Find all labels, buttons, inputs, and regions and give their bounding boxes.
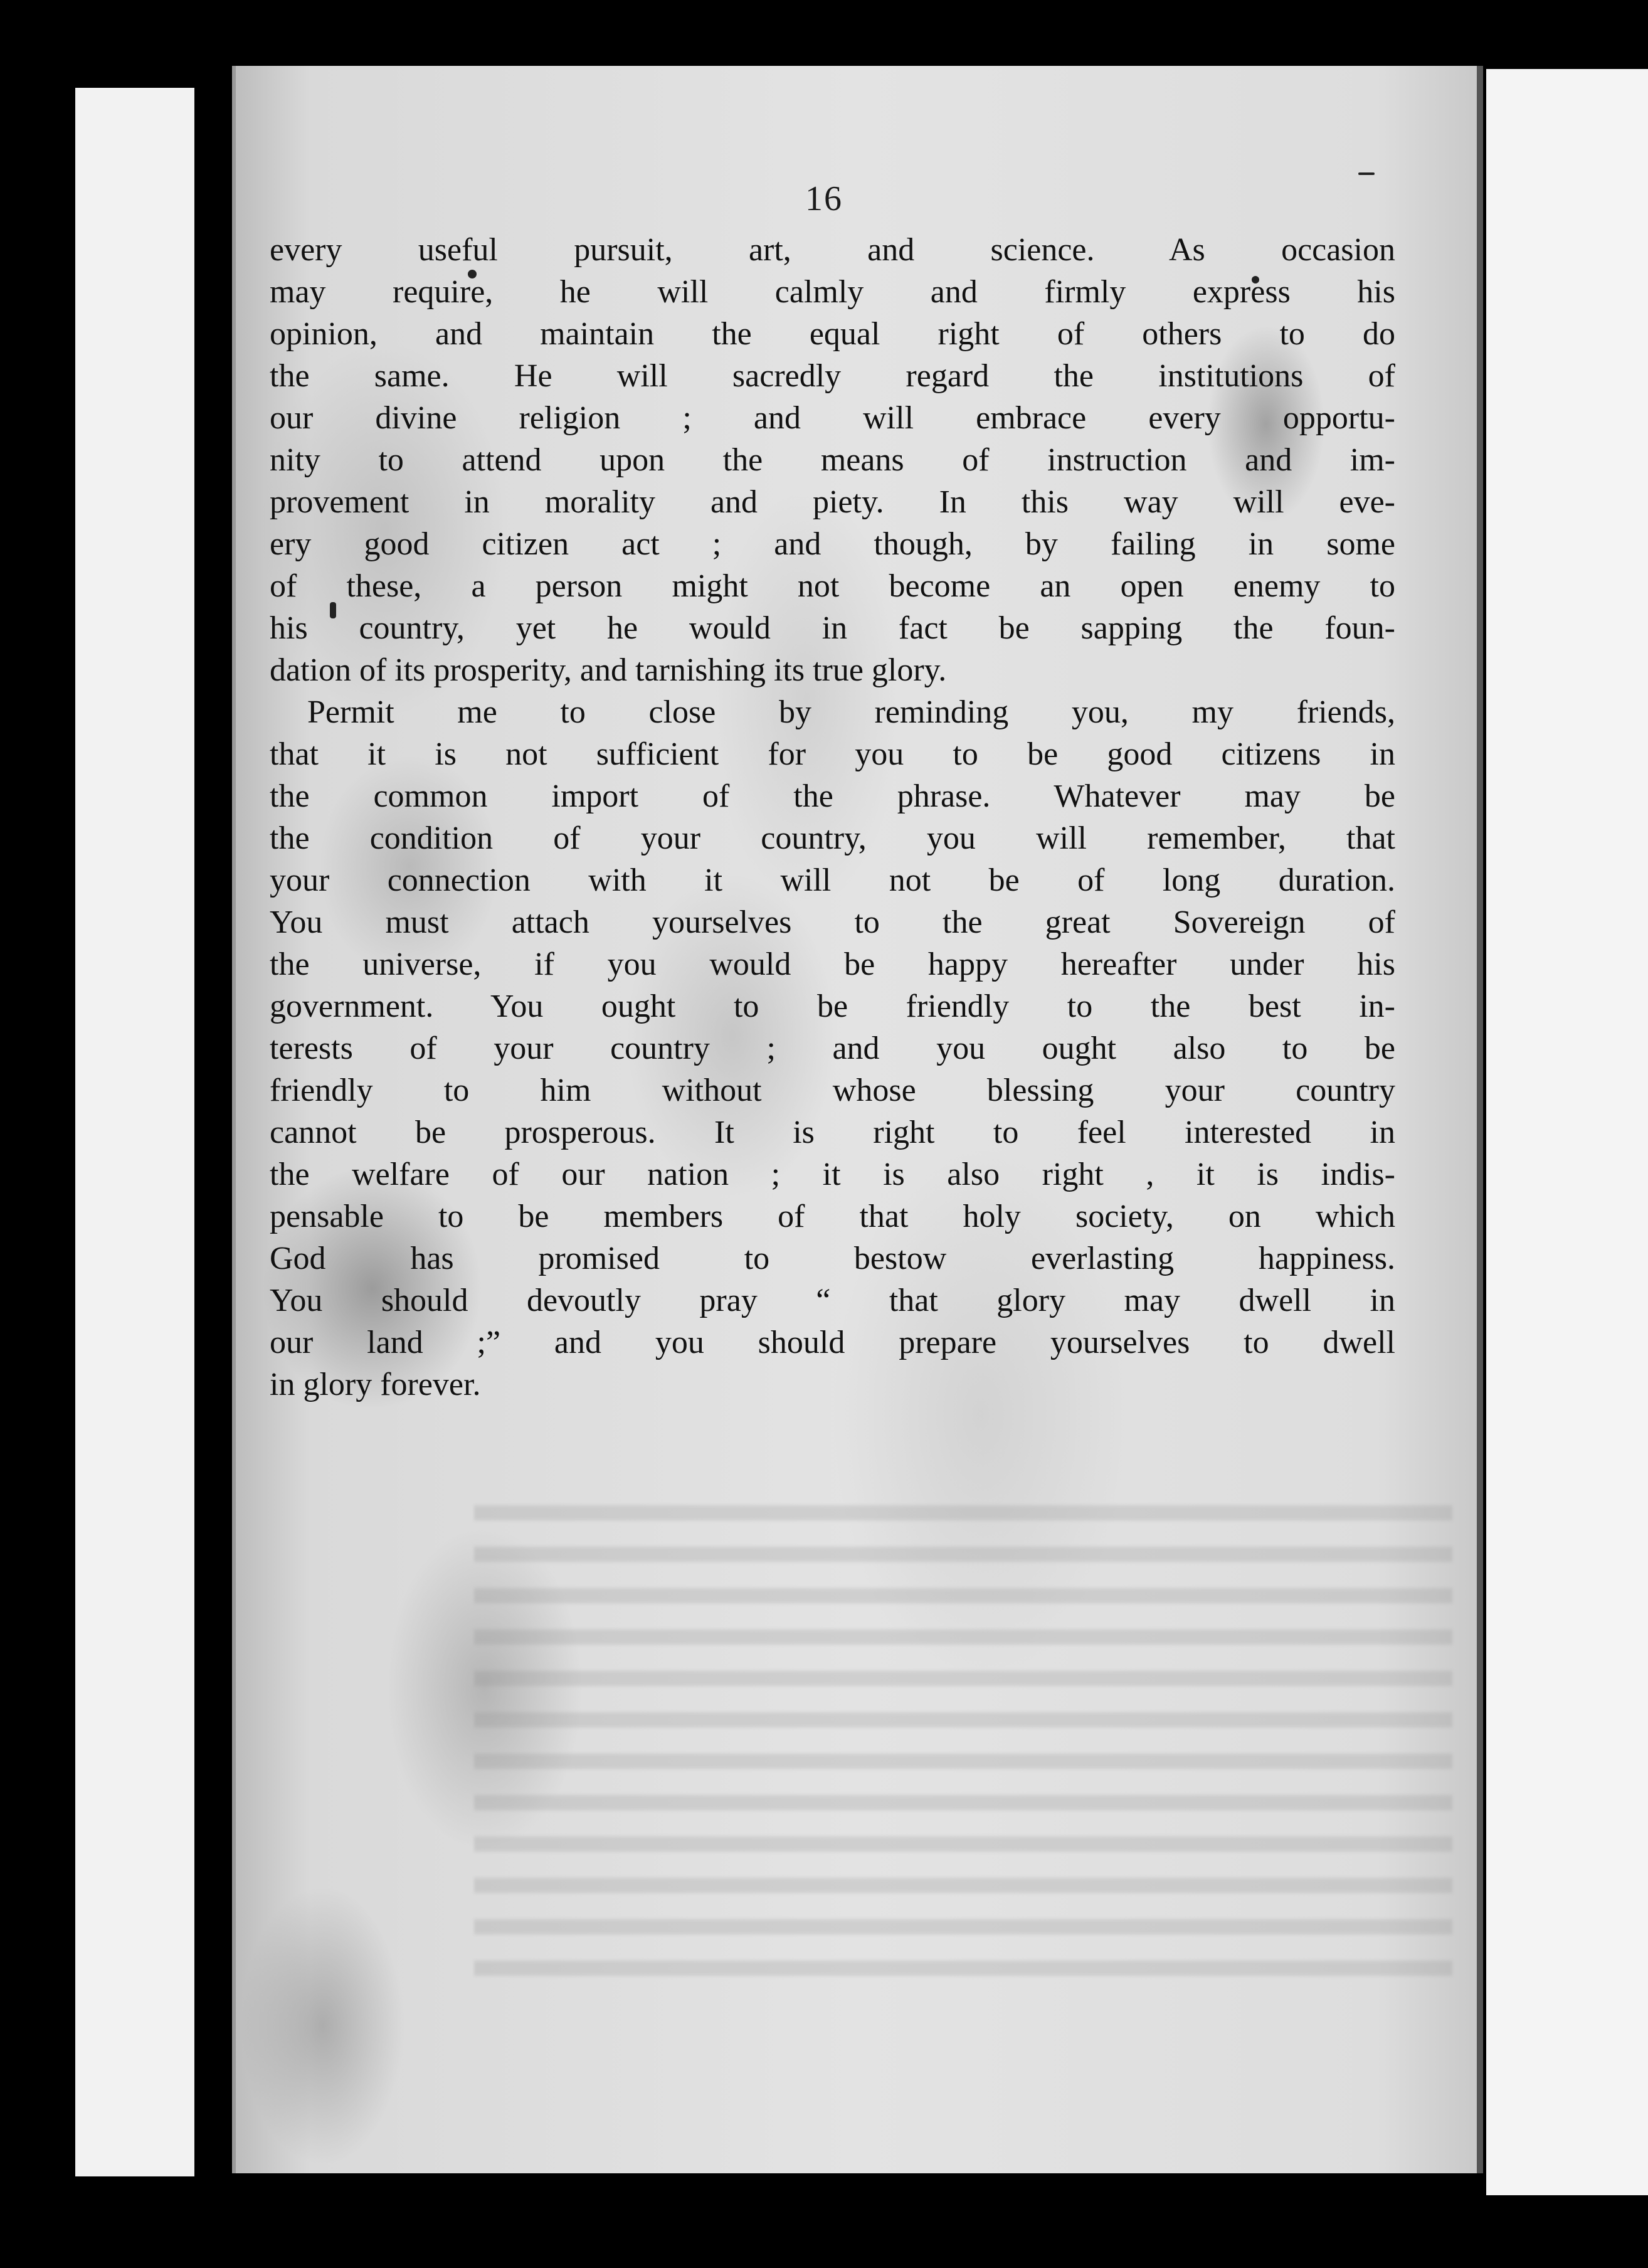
text-line: You should devoutly pray “ that glory may dwell in <box>270 1283 1395 1318</box>
text-line: our land ;” and you should prepare yourselves to dwell <box>270 1325 1395 1360</box>
body-text <box>270 229 1395 1406</box>
ink-speck <box>1358 172 1375 175</box>
text-line: cannot be prosperous. It is right to feel interested in <box>270 1115 1395 1150</box>
text-line: nity to attend upon the means of instruction and im- <box>270 442 1395 478</box>
adjacent-leaf-left <box>75 88 194 2176</box>
text-line: every useful pursuit, art, and science. As occasion <box>270 232 1395 268</box>
text-line: opinion, and maintain the equal right of others to do <box>270 316 1395 352</box>
text-line: the common import of the phrase. Whatever may be <box>270 778 1395 814</box>
text-line: God has promised to bestow everlasting happiness. <box>270 1241 1395 1276</box>
text-line: the same. He will sacredly regard the institutions of <box>270 358 1395 394</box>
text-line: provement in morality and piety. In this way will eve- <box>270 484 1395 520</box>
text-line: pensable to be members of that holy society, on which <box>270 1199 1395 1234</box>
text-line: dation of its prosperity, and tarnishing its true glory. <box>270 652 947 688</box>
text-line: our divine religion ; and will embrace every opportu- <box>270 400 1395 436</box>
adjacent-leaf-right <box>1486 69 1648 2195</box>
text-line: friendly to him without whose blessing your country <box>270 1073 1395 1108</box>
text-line: his country, yet he would in fact be sapping the foun- <box>270 610 1395 646</box>
text-line: Permit me to close by reminding you, my friends, <box>307 694 1395 730</box>
text-line: your connection with it will not be of long duration. <box>270 862 1395 898</box>
text-line: the condition of your country, you will remember, that <box>270 820 1395 856</box>
text-line: in glory forever. <box>270 1367 481 1402</box>
page-number: 16 <box>805 179 843 218</box>
paragraph-2 <box>270 691 1395 1406</box>
text-line: terests of your country ; and you ought also to be <box>270 1031 1395 1066</box>
text-line: may require, he will calmly and firmly express his <box>270 274 1395 310</box>
text-line: You must attach yourselves to the great Sovereign of <box>270 904 1395 940</box>
verso-show-through <box>474 1483 1452 1998</box>
text-line: of these, a person might not become an open enemy to <box>270 568 1395 604</box>
text-line: the welfare of our nation ; it is also right , it is indis- <box>270 1157 1395 1192</box>
paragraph-1 <box>270 229 1395 691</box>
text-line: the universe, if you would be happy hereafter under his <box>270 946 1395 982</box>
text-line: ery good citizen act ; and though, by failing in some <box>270 526 1395 562</box>
text-line: that it is not sufficient for you to be good citizens in <box>270 736 1395 772</box>
text-line: government. You ought to be friendly to the best in- <box>270 988 1395 1024</box>
